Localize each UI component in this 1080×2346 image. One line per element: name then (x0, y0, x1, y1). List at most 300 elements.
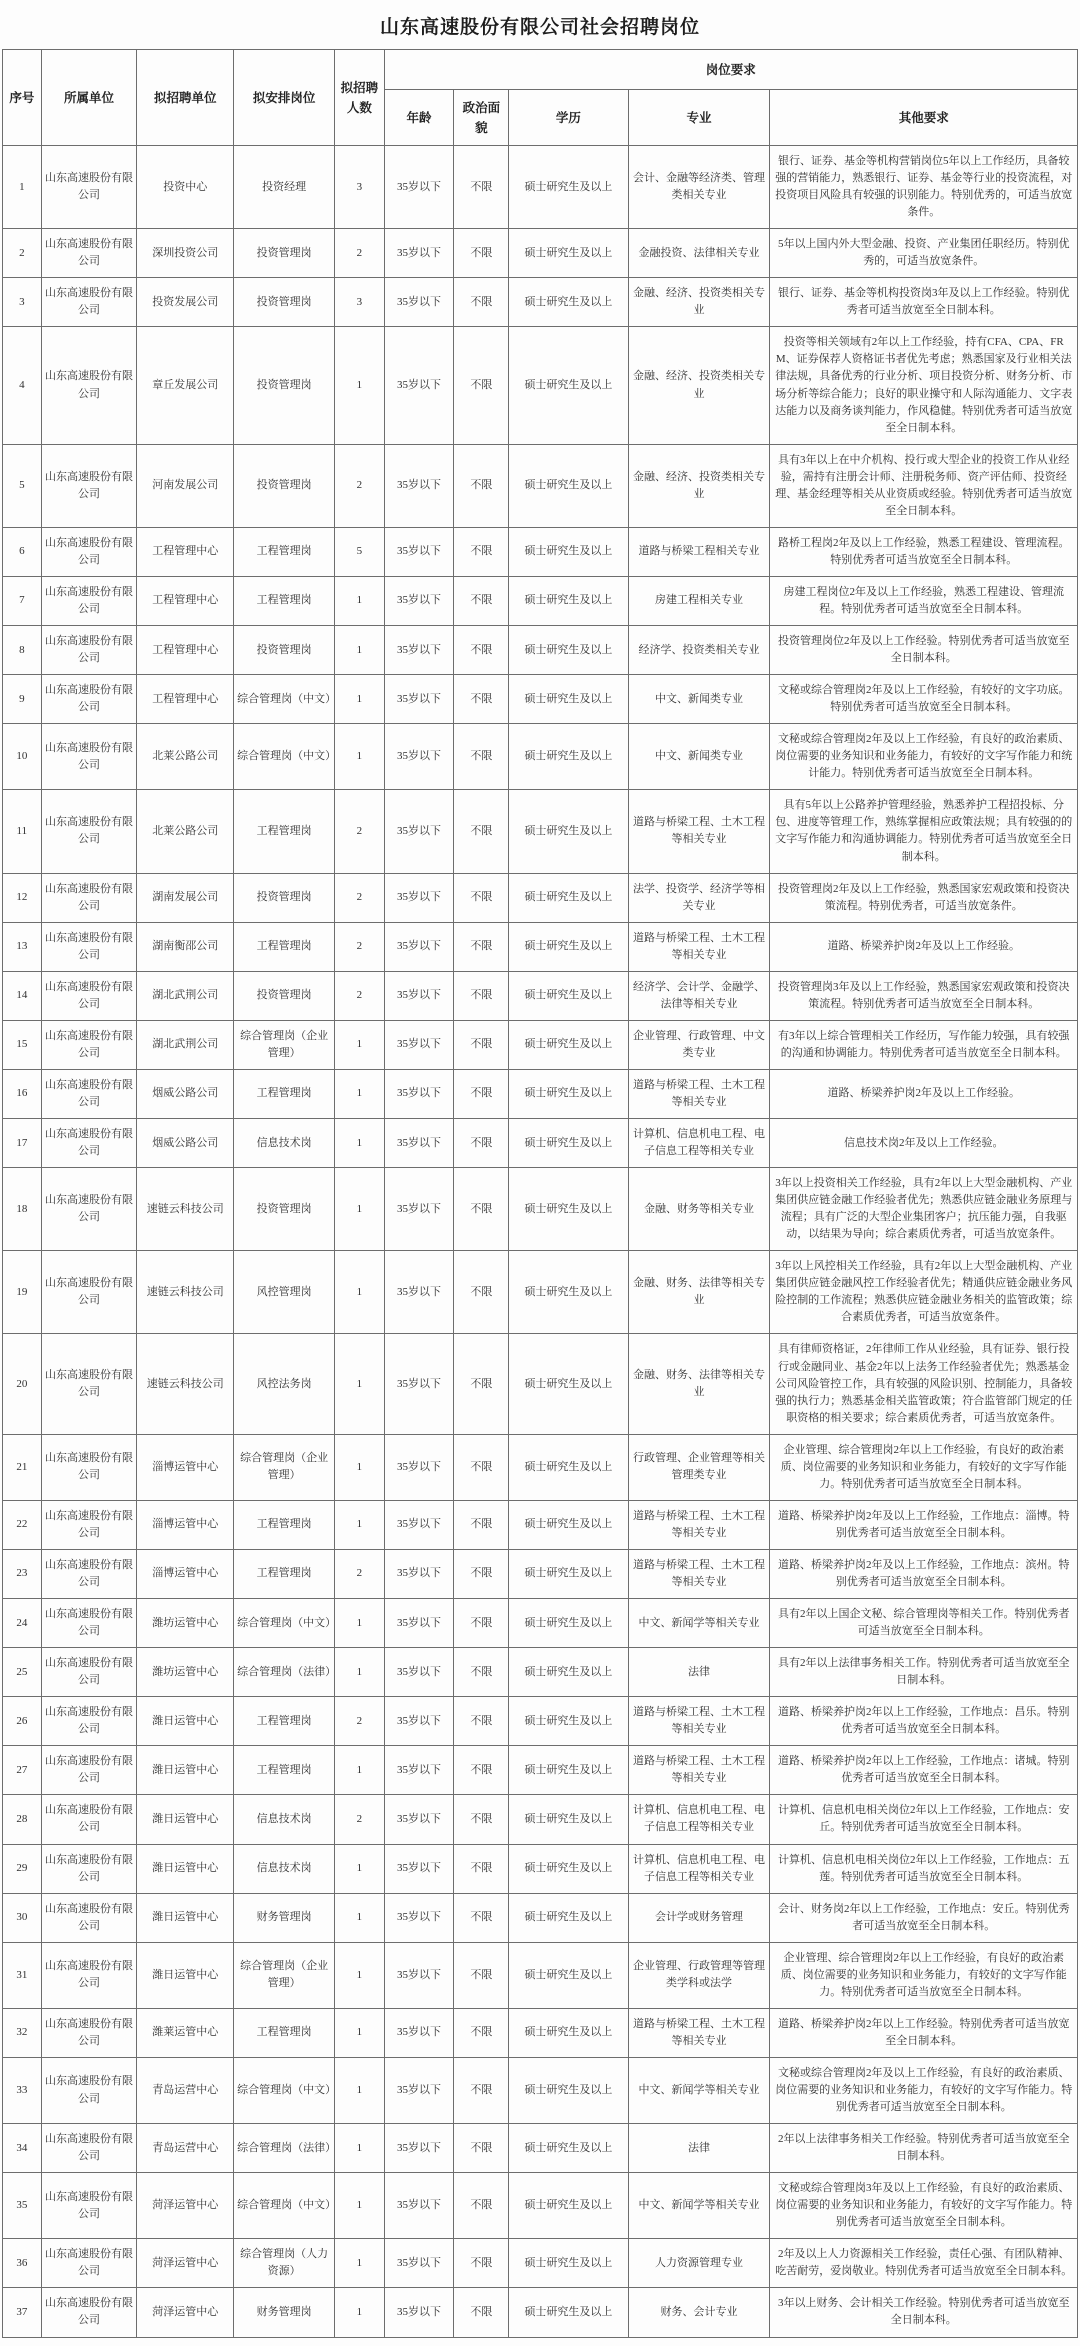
cell-unit: 山东高速股份有限公司 (41, 1434, 137, 1500)
table-row (3, 675, 1078, 724)
cell-unit: 山东高速股份有限公司 (41, 146, 137, 229)
cell-unit: 山东高速股份有限公司 (41, 1795, 137, 1844)
cell-count: 1 (335, 2124, 384, 2173)
cell-age: 35岁以下 (384, 1599, 454, 1648)
cell-no: 29 (3, 1844, 42, 1893)
cell-recruit-unit: 潍日运管中心 (137, 1893, 234, 1942)
cell-no: 36 (3, 2239, 42, 2288)
cell-no: 27 (3, 1746, 42, 1795)
cell-unit: 山东高速股份有限公司 (41, 1942, 137, 2008)
cell-age: 35岁以下 (384, 1844, 454, 1893)
cell-count: 3 (335, 278, 384, 327)
cell-education: 硕士研究生及以上 (509, 1648, 628, 1697)
cell-political: 不限 (454, 1119, 509, 1168)
cell-political: 不限 (454, 873, 509, 922)
cell-no: 21 (3, 1434, 42, 1500)
cell-major: 道路与桥梁工程、土木工程等相关专业 (628, 1697, 770, 1746)
cell-other: 3年以上投资相关工作经验，具有2年以上大型金融机构、产业集团供应链金融工作经验者优先；熟悉供应链金融业务原理与流程；具有广泛的大型企业集团客户；抗压能力强，自我驱动，以结果为导向；综合素质优秀者，可适当放宽条件。 (770, 1168, 1078, 1251)
cell-education: 硕士研究生及以上 (509, 2057, 628, 2123)
cell-political: 不限 (454, 675, 509, 724)
recruitment-table (2, 49, 1078, 2338)
cell-count: 1 (335, 675, 384, 724)
cell-other: 企业管理、综合管理岗2年以上工作经验，有良好的政治素质、岗位需要的业务知识和业务能力，有较好的文字写作能力。特别优秀者可适当放宽至全日制本科。 (770, 1942, 1078, 2008)
table-row (3, 790, 1078, 873)
cell-age: 35岁以下 (384, 724, 454, 790)
cell-unit: 山东高速股份有限公司 (41, 1599, 137, 1648)
cell-political: 不限 (454, 790, 509, 873)
cell-recruit-unit: 菏泽运管中心 (137, 2239, 234, 2288)
cell-recruit-unit: 工程管理中心 (137, 626, 234, 675)
cell-age: 35岁以下 (384, 2239, 454, 2288)
cell-age: 35岁以下 (384, 1069, 454, 1118)
cell-other: 计算机、信息机电相关岗位2年以上工作经验，工作地点：安丘。特别优秀者可适当放宽至全日制本科。 (770, 1795, 1078, 1844)
cell-major: 会计、金融等经济类、管理类相关专业 (628, 146, 770, 229)
cell-unit: 山东高速股份有限公司 (41, 1334, 137, 1434)
cell-political: 不限 (454, 576, 509, 625)
cell-major: 财务、会计专业 (628, 2288, 770, 2337)
cell-age: 35岁以下 (384, 2173, 454, 2239)
cell-major: 金融、经济、投资类相关专业 (628, 327, 770, 444)
cell-recruit-unit: 湖南衡邵公司 (137, 922, 234, 971)
cell-count: 1 (335, 2173, 384, 2239)
table-row (3, 724, 1078, 790)
cell-political: 不限 (454, 1334, 509, 1434)
cell-education: 硕士研究生及以上 (509, 1893, 628, 1942)
cell-post: 综合管理岗（人力资源） (234, 2239, 335, 2288)
cell-no: 33 (3, 2057, 42, 2123)
cell-major: 道路与桥梁工程、土木工程等相关专业 (628, 2008, 770, 2057)
cell-unit: 山东高速股份有限公司 (41, 922, 137, 971)
table-row (3, 2288, 1078, 2337)
cell-age: 35岁以下 (384, 2057, 454, 2123)
cell-count: 1 (335, 1334, 384, 1434)
cell-unit: 山东高速股份有限公司 (41, 1746, 137, 1795)
cell-unit: 山东高速股份有限公司 (41, 527, 137, 576)
cell-unit: 山东高速股份有限公司 (41, 576, 137, 625)
cell-other: 具有2年以上国企文秘、综合管理岗等相关工作。特别优秀者可适当放宽至全日制本科。 (770, 1599, 1078, 1648)
header-row-top (3, 50, 1078, 90)
cell-recruit-unit: 潍日运管中心 (137, 1746, 234, 1795)
table-row (3, 1434, 1078, 1500)
cell-count: 1 (335, 1069, 384, 1118)
cell-recruit-unit: 河南发展公司 (137, 444, 234, 527)
table-row (3, 1893, 1078, 1942)
cell-post: 投资管理岗 (234, 229, 335, 278)
cell-post: 综合管理岗（中文） (234, 675, 335, 724)
table-row (3, 444, 1078, 527)
cell-education: 硕士研究生及以上 (509, 1251, 628, 1334)
table-row (3, 2173, 1078, 2239)
cell-post: 工程管理岗 (234, 2008, 335, 2057)
cell-post: 风控法务岗 (234, 1334, 335, 1434)
cell-unit: 山东高速股份有限公司 (41, 724, 137, 790)
cell-no: 25 (3, 1648, 42, 1697)
cell-count: 1 (335, 327, 384, 444)
cell-education: 硕士研究生及以上 (509, 790, 628, 873)
cell-recruit-unit: 菏泽运管中心 (137, 2288, 234, 2337)
cell-political: 不限 (454, 1020, 509, 1069)
cell-unit: 山东高速股份有限公司 (41, 675, 137, 724)
cell-political: 不限 (454, 278, 509, 327)
cell-recruit-unit: 湖北武荆公司 (137, 1020, 234, 1069)
cell-age: 35岁以下 (384, 1168, 454, 1251)
cell-other: 文秘或综合管理岗2年及以上工作经验，有良好的政治素质、岗位需要的业务知识和业务能力，有较好的文字写作能力和统计能力。特别优秀者可适当放宽至全日制本科。 (770, 724, 1078, 790)
cell-count: 2 (335, 873, 384, 922)
cell-recruit-unit: 潍日运管中心 (137, 1795, 234, 1844)
cell-post: 工程管理岗 (234, 1697, 335, 1746)
cell-age: 35岁以下 (384, 1549, 454, 1598)
table-row (3, 2057, 1078, 2123)
cell-count: 2 (335, 971, 384, 1020)
cell-no: 26 (3, 1697, 42, 1746)
cell-age: 35岁以下 (384, 2124, 454, 2173)
cell-education: 硕士研究生及以上 (509, 1500, 628, 1549)
header-major: 专业 (628, 90, 770, 146)
cell-age: 35岁以下 (384, 1251, 454, 1334)
cell-age: 35岁以下 (384, 2008, 454, 2057)
cell-post: 投资管理岗 (234, 444, 335, 527)
table-row (3, 527, 1078, 576)
cell-no: 7 (3, 576, 42, 625)
cell-recruit-unit: 湖北武荆公司 (137, 971, 234, 1020)
table-row (3, 922, 1078, 971)
cell-unit: 山东高速股份有限公司 (41, 1251, 137, 1334)
cell-education: 硕士研究生及以上 (509, 971, 628, 1020)
cell-political: 不限 (454, 2173, 509, 2239)
cell-post: 信息技术岗 (234, 1119, 335, 1168)
cell-political: 不限 (454, 1434, 509, 1500)
cell-political: 不限 (454, 444, 509, 527)
cell-education: 硕士研究生及以上 (509, 1020, 628, 1069)
cell-major: 中文、新闻学等相关专业 (628, 2173, 770, 2239)
cell-count: 1 (335, 1599, 384, 1648)
cell-education: 硕士研究生及以上 (509, 2288, 628, 2337)
cell-age: 35岁以下 (384, 1434, 454, 1500)
cell-major: 道路与桥梁工程、土木工程等相关专业 (628, 790, 770, 873)
cell-political: 不限 (454, 626, 509, 675)
cell-political: 不限 (454, 229, 509, 278)
cell-age: 35岁以下 (384, 675, 454, 724)
header-education: 学历 (509, 90, 628, 146)
cell-political: 不限 (454, 1069, 509, 1118)
cell-recruit-unit: 工程管理中心 (137, 675, 234, 724)
table-row (3, 626, 1078, 675)
table-row (3, 576, 1078, 625)
cell-count: 1 (335, 1119, 384, 1168)
cell-major: 道路与桥梁工程、土木工程等相关专业 (628, 1549, 770, 1598)
cell-major: 经济学、投资类相关专业 (628, 626, 770, 675)
cell-other: 2年以上法律事务相关工作经验。特别优秀者可适当放宽至全日制本科。 (770, 2124, 1078, 2173)
cell-post: 工程管理岗 (234, 576, 335, 625)
cell-political: 不限 (454, 2057, 509, 2123)
table-row (3, 1119, 1078, 1168)
header-no: 序号 (3, 50, 42, 146)
cell-age: 35岁以下 (384, 1893, 454, 1942)
cell-count: 1 (335, 1434, 384, 1500)
cell-post: 风控管理岗 (234, 1251, 335, 1334)
cell-no: 19 (3, 1251, 42, 1334)
cell-post: 投资管理岗 (234, 971, 335, 1020)
cell-political: 不限 (454, 1795, 509, 1844)
cell-major: 计算机、信息机电工程、电子信息工程等相关专业 (628, 1119, 770, 1168)
cell-political: 不限 (454, 1599, 509, 1648)
cell-no: 14 (3, 971, 42, 1020)
cell-major: 金融投资、法律相关专业 (628, 229, 770, 278)
cell-education: 硕士研究生及以上 (509, 1942, 628, 2008)
cell-political: 不限 (454, 146, 509, 229)
cell-count: 1 (335, 1893, 384, 1942)
cell-post: 综合管理岗（中文） (234, 1599, 335, 1648)
cell-major: 房建工程相关专业 (628, 576, 770, 625)
cell-post: 综合管理岗（企业管理） (234, 1020, 335, 1069)
cell-unit: 山东高速股份有限公司 (41, 1549, 137, 1598)
cell-political: 不限 (454, 1942, 509, 2008)
cell-count: 1 (335, 2008, 384, 2057)
cell-major: 企业管理、行政管理等管理类学科或法学 (628, 1942, 770, 2008)
cell-recruit-unit: 湖南发展公司 (137, 873, 234, 922)
table-row (3, 1168, 1078, 1251)
table-row (3, 1069, 1078, 1118)
cell-education: 硕士研究生及以上 (509, 2124, 628, 2173)
cell-no: 4 (3, 327, 42, 444)
cell-other: 3年以上财务、会计相关工作经验。特别优秀者可适当放宽至全日制本科。 (770, 2288, 1078, 2337)
cell-political: 不限 (454, 1844, 509, 1893)
cell-count: 1 (335, 2239, 384, 2288)
table-row (3, 146, 1078, 229)
cell-post: 信息技术岗 (234, 1795, 335, 1844)
cell-count: 1 (335, 576, 384, 625)
cell-other: 投资管理岗位2年及以上工作经验。特别优秀者可适当放宽至全日制本科。 (770, 626, 1078, 675)
cell-no: 24 (3, 1599, 42, 1648)
cell-no: 10 (3, 724, 42, 790)
table-row (3, 2008, 1078, 2057)
cell-post: 综合管理岗（中文） (234, 724, 335, 790)
cell-other: 有3年以上综合管理相关工作经历，写作能力较强，具有较强的沟通和协调能力。特别优秀者可适当放宽至全日制本科。 (770, 1020, 1078, 1069)
cell-recruit-unit: 投资中心 (137, 146, 234, 229)
cell-no: 3 (3, 278, 42, 327)
cell-unit: 山东高速股份有限公司 (41, 2057, 137, 2123)
table-row (3, 1020, 1078, 1069)
cell-post: 工程管理岗 (234, 1746, 335, 1795)
cell-education: 硕士研究生及以上 (509, 1844, 628, 1893)
cell-education: 硕士研究生及以上 (509, 2008, 628, 2057)
cell-recruit-unit: 北莱公路公司 (137, 724, 234, 790)
cell-post: 投资管理岗 (234, 626, 335, 675)
cell-count: 2 (335, 1697, 384, 1746)
cell-unit: 山东高速股份有限公司 (41, 327, 137, 444)
cell-recruit-unit: 工程管理中心 (137, 576, 234, 625)
cell-unit: 山东高速股份有限公司 (41, 971, 137, 1020)
cell-no: 22 (3, 1500, 42, 1549)
cell-unit: 山东高速股份有限公司 (41, 1168, 137, 1251)
cell-post: 综合管理岗（企业管理） (234, 1434, 335, 1500)
cell-political: 不限 (454, 1251, 509, 1334)
cell-political: 不限 (454, 1168, 509, 1251)
cell-age: 35岁以下 (384, 527, 454, 576)
cell-no: 23 (3, 1549, 42, 1598)
cell-major: 计算机、信息机电工程、电子信息工程等相关专业 (628, 1844, 770, 1893)
cell-political: 不限 (454, 1648, 509, 1697)
cell-major: 中文、新闻学等相关专业 (628, 2057, 770, 2123)
cell-education: 硕士研究生及以上 (509, 1599, 628, 1648)
cell-major: 道路与桥梁工程、土木工程等相关专业 (628, 1746, 770, 1795)
cell-post: 投资管理岗 (234, 278, 335, 327)
cell-count: 1 (335, 1168, 384, 1251)
cell-count: 1 (335, 1746, 384, 1795)
cell-other: 文秘或综合管理岗2年及以上工作经验，有较好的文字功底。特别优秀者可适当放宽至全日制本科。 (770, 675, 1078, 724)
cell-unit: 山东高速股份有限公司 (41, 1893, 137, 1942)
cell-political: 不限 (454, 2008, 509, 2057)
cell-political: 不限 (454, 724, 509, 790)
cell-recruit-unit: 淄博运管中心 (137, 1434, 234, 1500)
cell-post: 投资管理岗 (234, 1168, 335, 1251)
cell-major: 企业管理、行政管理、中文类专业 (628, 1020, 770, 1069)
cell-unit: 山东高速股份有限公司 (41, 1697, 137, 1746)
cell-age: 35岁以下 (384, 1942, 454, 2008)
cell-other: 会计、财务岗2年以上工作经验，工作地点：安丘。特别优秀者可适当放宽至全日制本科。 (770, 1893, 1078, 1942)
cell-political: 不限 (454, 2239, 509, 2288)
cell-other: 信息技术岗2年及以上工作经验。 (770, 1119, 1078, 1168)
table-row (3, 1746, 1078, 1795)
header-other: 其他要求 (770, 90, 1078, 146)
cell-education: 硕士研究生及以上 (509, 724, 628, 790)
table-row (3, 1942, 1078, 2008)
cell-age: 35岁以下 (384, 229, 454, 278)
cell-recruit-unit: 深圳投资公司 (137, 229, 234, 278)
cell-other: 投资管理岗3年及以上工作经验，熟悉国家宏观政策和投资决策流程。特别优秀者可适当放宽至全日制本科。 (770, 971, 1078, 1020)
cell-education: 硕士研究生及以上 (509, 278, 628, 327)
cell-major: 金融、财务、法律等相关专业 (628, 1334, 770, 1434)
cell-education: 硕士研究生及以上 (509, 146, 628, 229)
cell-major: 经济学、会计学、金融学、法律等相关专业 (628, 971, 770, 1020)
cell-no: 37 (3, 2288, 42, 2337)
cell-age: 35岁以下 (384, 146, 454, 229)
cell-education: 硕士研究生及以上 (509, 1795, 628, 1844)
cell-age: 35岁以下 (384, 1020, 454, 1069)
cell-count: 2 (335, 444, 384, 527)
cell-post: 工程管理岗 (234, 1549, 335, 1598)
table-row (3, 971, 1078, 1020)
cell-no: 11 (3, 790, 42, 873)
cell-major: 会计学或财务管理 (628, 1893, 770, 1942)
cell-post: 投资管理岗 (234, 873, 335, 922)
cell-education: 硕士研究生及以上 (509, 1119, 628, 1168)
cell-no: 15 (3, 1020, 42, 1069)
cell-unit: 山东高速股份有限公司 (41, 444, 137, 527)
table-row (3, 1795, 1078, 1844)
cell-major: 道路与桥梁工程、土木工程等相关专业 (628, 1500, 770, 1549)
cell-other: 投资等相关领域有2年以上工作经验，持有CFA、CPA、FRM、证券保荐人资格证书者优先考虑；熟悉国家及行业相关法律法规，具备优秀的行业分析、项目投资分析、财务分析、市场分析等综合能力；良好的职业操守和人际沟通能力、文字表达能力以及商务谈判能力，作风稳健。特别优秀者可适当放宽至全日制本科。 (770, 327, 1078, 444)
table-row (3, 2124, 1078, 2173)
cell-age: 35岁以下 (384, 971, 454, 1020)
cell-unit: 山东高速股份有限公司 (41, 2288, 137, 2337)
cell-political: 不限 (454, 1549, 509, 1598)
cell-major: 金融、经济、投资类相关专业 (628, 278, 770, 327)
cell-education: 硕士研究生及以上 (509, 1746, 628, 1795)
cell-other: 具有律师资格证，2年律师工作从业经验，具有证券、银行投行或金融同业、基金2年以上法务工作经验者优先；熟悉基金公司风险管控工作，具有较强的风险识别、控制能力，具备较强的执行力；熟悉基金相关监管政策；符合监管部门规定的任职资格的相关要求；综合素质优秀者，可适当放宽条件。 (770, 1334, 1078, 1434)
cell-recruit-unit: 速链云科技公司 (137, 1251, 234, 1334)
cell-unit: 山东高速股份有限公司 (41, 1648, 137, 1697)
cell-age: 35岁以下 (384, 444, 454, 527)
cell-no: 12 (3, 873, 42, 922)
cell-other: 文秘或综合管理岗3年及以上工作经验，有良好的政治素质、岗位需要的业务知识和业务能力，有较好的文字写作能力。特别优秀者可适当放宽至全日制本科。 (770, 2173, 1078, 2239)
cell-major: 法学、投资学、经济学等相关专业 (628, 873, 770, 922)
cell-major: 道路与桥梁工程、土木工程等相关专业 (628, 922, 770, 971)
cell-other: 道路、桥梁养护岗2年及以上工作经验，工作地点：滨州。特别优秀者可适当放宽至全日制本科。 (770, 1549, 1078, 1598)
cell-no: 18 (3, 1168, 42, 1251)
cell-post: 财务管理岗 (234, 2288, 335, 2337)
cell-political: 不限 (454, 2288, 509, 2337)
cell-other: 银行、证券、基金等机构投资岗3年及以上工作经验。特别优秀者可适当放宽至全日制本科。 (770, 278, 1078, 327)
cell-other: 道路、桥梁养护岗2年及以上工作经验。 (770, 922, 1078, 971)
cell-political: 不限 (454, 527, 509, 576)
cell-unit: 山东高速股份有限公司 (41, 1020, 137, 1069)
cell-no: 17 (3, 1119, 42, 1168)
cell-unit: 山东高速股份有限公司 (41, 229, 137, 278)
cell-recruit-unit: 潍坊运管中心 (137, 1599, 234, 1648)
cell-no: 6 (3, 527, 42, 576)
cell-major: 道路与桥梁工程、土木工程等相关专业 (628, 1069, 770, 1118)
cell-other: 银行、证券、基金等机构营销岗位5年以上工作经历，具备较强的营销能力，熟悉银行、证券、基金等行业的投资流程，对投资项目风险具有较强的识别能力。特别优秀的，可适当放宽条件。 (770, 146, 1078, 229)
table-row (3, 2239, 1078, 2288)
cell-political: 不限 (454, 1893, 509, 1942)
table-row (3, 229, 1078, 278)
cell-age: 35岁以下 (384, 873, 454, 922)
cell-age: 35岁以下 (384, 1648, 454, 1697)
cell-no: 9 (3, 675, 42, 724)
cell-count: 2 (335, 229, 384, 278)
header-post: 拟安排岗位 (234, 50, 335, 146)
cell-major: 法律 (628, 1648, 770, 1697)
cell-major: 中文、新闻学等相关专业 (628, 1599, 770, 1648)
cell-other: 道路、桥梁养护岗2年及以上工作经验。 (770, 1069, 1078, 1118)
cell-age: 35岁以下 (384, 790, 454, 873)
cell-other: 道路、桥梁养护岗2年及以上工作经验，工作地点：淄博。特别优秀者可适当放宽至全日制本科。 (770, 1500, 1078, 1549)
cell-count: 1 (335, 2288, 384, 2337)
table-row (3, 1500, 1078, 1549)
cell-age: 35岁以下 (384, 1746, 454, 1795)
cell-other: 具有2年以上法律事务相关工作。特别优秀者可适当放宽至全日制本科。 (770, 1648, 1078, 1697)
cell-recruit-unit: 烟威公路公司 (137, 1069, 234, 1118)
table-row (3, 1697, 1078, 1746)
cell-count: 2 (335, 790, 384, 873)
cell-recruit-unit: 速链云科技公司 (137, 1334, 234, 1434)
cell-age: 35岁以下 (384, 327, 454, 444)
cell-count: 1 (335, 1500, 384, 1549)
cell-recruit-unit: 淄博运管中心 (137, 1549, 234, 1598)
cell-age: 35岁以下 (384, 1795, 454, 1844)
cell-recruit-unit: 淄博运管中心 (137, 1500, 234, 1549)
cell-other: 具有3年以上在中介机构、投行或大型企业的投资工作从业经验，需持有注册会计师、注册税务师、资产评估师、投资经理、基金经理等相关从业资质或经验。特别优秀者可适当放宽至全日制本科。 (770, 444, 1078, 527)
header-recruit-unit: 拟招聘单位 (137, 50, 234, 146)
cell-recruit-unit: 北莱公路公司 (137, 790, 234, 873)
cell-education: 硕士研究生及以上 (509, 444, 628, 527)
header-political: 政治面貌 (454, 90, 509, 146)
cell-post: 投资管理岗 (234, 327, 335, 444)
cell-unit: 山东高速股份有限公司 (41, 1119, 137, 1168)
cell-major: 中文、新闻类专业 (628, 675, 770, 724)
cell-recruit-unit: 工程管理中心 (137, 527, 234, 576)
cell-no: 34 (3, 2124, 42, 2173)
table-row (3, 1648, 1078, 1697)
cell-no: 28 (3, 1795, 42, 1844)
cell-recruit-unit: 潍日运管中心 (137, 1942, 234, 2008)
cell-no: 20 (3, 1334, 42, 1434)
cell-other: 2年及以上人力资源相关工作经验，责任心强、有团队精神、吃苦耐劳，爱岗敬业。特别优秀者可适当放宽至全日制本科。 (770, 2239, 1078, 2288)
cell-education: 硕士研究生及以上 (509, 1697, 628, 1746)
cell-age: 35岁以下 (384, 2288, 454, 2337)
cell-unit: 山东高速股份有限公司 (41, 1844, 137, 1893)
